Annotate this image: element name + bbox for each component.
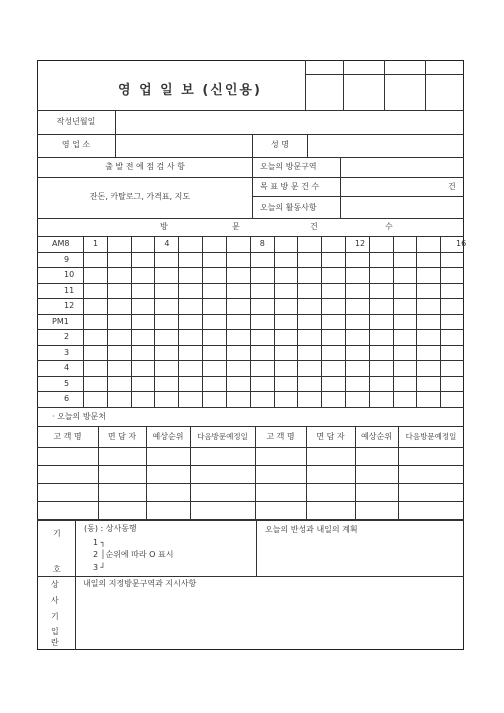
visit-count-header-3: 건 <box>310 222 318 231</box>
hour-grid-cell[interactable] <box>84 330 107 345</box>
hour-label: 5 <box>64 378 70 388</box>
table-cell[interactable] <box>356 448 398 465</box>
hour-grid-cell[interactable] <box>84 299 107 314</box>
table-header-cell: 면 담 자 <box>316 432 345 441</box>
table-cell[interactable] <box>191 484 255 501</box>
hour-grid-cell[interactable] <box>417 299 440 314</box>
hour-grid-cell[interactable] <box>417 377 440 392</box>
hour-grid-cell[interactable] <box>322 253 345 268</box>
hour-grid-cell[interactable] <box>370 330 393 345</box>
legend-line-1: (동) : 상사동행 <box>84 524 137 533</box>
hour-grid-cell[interactable] <box>275 237 298 252</box>
hour-grid-cell[interactable] <box>251 299 274 314</box>
hour-grid-cell[interactable] <box>227 299 250 314</box>
hour-grid-cell[interactable] <box>370 268 393 283</box>
hour-grid-cell[interactable] <box>441 253 464 268</box>
hour-grid-cell[interactable] <box>155 392 178 407</box>
hour-grid-cell[interactable] <box>346 315 369 330</box>
hour-grid-cell[interactable] <box>108 361 131 376</box>
hour-grid-cell[interactable] <box>394 268 417 283</box>
hour-grid-cell[interactable] <box>322 346 345 361</box>
table-cell[interactable] <box>399 502 464 519</box>
table-header-cell: 예상순위 <box>361 432 392 441</box>
hour-grid-cell[interactable] <box>132 253 155 268</box>
target-visits-label: 목 표 방 문 건 수 <box>260 182 320 191</box>
hour-grid-cell[interactable] <box>203 299 226 314</box>
table-cell[interactable] <box>147 466 190 483</box>
count-mark: 8 <box>259 239 265 248</box>
hour-grid-cell[interactable] <box>179 284 202 299</box>
table-cell[interactable] <box>399 466 464 483</box>
hour-grid-cell[interactable] <box>370 346 393 361</box>
supervisor-label-4: 입 <box>51 627 59 636</box>
hour-grid-cell[interactable] <box>179 377 202 392</box>
legend-label-2: 호 <box>53 565 61 574</box>
table-cell[interactable] <box>307 502 355 519</box>
hour-grid-cell[interactable] <box>251 346 274 361</box>
hour-grid-cell[interactable] <box>346 346 369 361</box>
hour-grid-cell[interactable] <box>394 361 417 376</box>
hour-grid-cell[interactable] <box>203 377 226 392</box>
table-cell[interactable] <box>99 502 146 519</box>
name-field[interactable] <box>308 135 463 156</box>
hour-grid-cell[interactable] <box>394 237 417 252</box>
count-mark: 1 <box>93 239 99 248</box>
hour-grid-cell[interactable] <box>203 268 226 283</box>
hour-grid-cell[interactable] <box>322 315 345 330</box>
hour-grid-cell[interactable] <box>132 284 155 299</box>
hour-grid-cell[interactable] <box>203 392 226 407</box>
hour-grid-cell[interactable] <box>370 361 393 376</box>
activity-label: 오늘의 활동사항 <box>260 203 317 212</box>
table-cell[interactable] <box>356 484 398 501</box>
hour-grid-cell[interactable] <box>298 268 321 283</box>
hour-grid-cell[interactable] <box>441 330 464 345</box>
hour-grid-cell[interactable] <box>155 315 178 330</box>
hour-grid-cell[interactable] <box>179 268 202 283</box>
hour-grid-cell[interactable] <box>322 361 345 376</box>
hour-grid-cell[interactable] <box>132 315 155 330</box>
hour-grid-cell[interactable] <box>227 330 250 345</box>
hour-grid-cell[interactable] <box>370 284 393 299</box>
hour-label: 9 <box>64 254 70 264</box>
table-cell[interactable] <box>38 484 98 501</box>
hour-grid-cell[interactable] <box>227 377 250 392</box>
hour-grid-cell[interactable] <box>251 284 274 299</box>
office-field[interactable] <box>116 135 251 156</box>
hour-grid-cell[interactable] <box>275 284 298 299</box>
hour-grid-cell[interactable] <box>227 268 250 283</box>
hour-label: 4 <box>64 363 70 372</box>
visit-area-label: 오늘의 방문구역 <box>260 162 317 171</box>
hour-grid-cell[interactable] <box>84 268 107 283</box>
supervisor-label-3: 기 <box>51 612 59 621</box>
hour-grid-cell[interactable] <box>275 330 298 345</box>
date-label: 작성년월일 <box>56 117 96 126</box>
hour-grid-cell[interactable] <box>441 315 464 330</box>
hour-grid-cell[interactable] <box>155 268 178 283</box>
table-cell[interactable] <box>191 502 255 519</box>
hour-grid-cell[interactable] <box>346 268 369 283</box>
hour-grid-cell[interactable] <box>417 315 440 330</box>
hour-grid-cell[interactable] <box>394 253 417 268</box>
hour-grid-cell[interactable] <box>84 253 107 268</box>
hour-grid-cell[interactable] <box>417 361 440 376</box>
hour-grid-cell[interactable] <box>370 237 393 252</box>
hour-grid-cell[interactable] <box>203 346 226 361</box>
hour-grid-cell[interactable] <box>108 268 131 283</box>
visited-label: · 오늘의 방문처 <box>52 412 106 421</box>
hour-grid-cell[interactable] <box>203 284 226 299</box>
hour-grid-cell[interactable] <box>441 392 464 407</box>
table-cell[interactable] <box>256 466 306 483</box>
reflection-label: 오늘의 반성과 내일의 계획 <box>265 525 358 534</box>
hour-grid-cell[interactable] <box>227 315 250 330</box>
count-mark: 4 <box>164 239 170 248</box>
hour-grid-cell[interactable] <box>108 237 131 252</box>
hour-grid-cell[interactable] <box>441 377 464 392</box>
hour-grid-cell[interactable] <box>108 315 131 330</box>
hour-grid-cell[interactable] <box>417 330 440 345</box>
table-header-cell: 고 객 명 <box>53 432 82 441</box>
visit-count-header-4: 수 <box>385 222 393 231</box>
hour-grid-cell[interactable] <box>275 361 298 376</box>
hour-grid-cell[interactable] <box>132 237 155 252</box>
table-cell[interactable] <box>356 466 398 483</box>
supervisor-label-5: 란 <box>51 638 59 647</box>
table-header-cell: 예상순위 <box>152 432 184 441</box>
hour-grid-cell[interactable] <box>227 392 250 407</box>
hour-grid-cell[interactable] <box>322 330 345 345</box>
legend-line-3: 2 │순위에 따라 O 표시 <box>93 550 174 559</box>
hour-grid-cell[interactable] <box>251 315 274 330</box>
hour-grid-cell[interactable] <box>417 346 440 361</box>
legend-line-2: 1 ┐ <box>93 538 106 547</box>
hour-grid-cell[interactable] <box>298 377 321 392</box>
hour-grid-cell[interactable] <box>132 392 155 407</box>
hour-grid-cell[interactable] <box>155 299 178 314</box>
table-cell[interactable] <box>256 448 306 465</box>
hour-grid-cell[interactable] <box>275 268 298 283</box>
hour-grid-cell[interactable] <box>155 284 178 299</box>
hour-grid-cell[interactable] <box>298 284 321 299</box>
visit-count-header-1: 방 <box>160 222 168 231</box>
table-cell[interactable] <box>147 448 190 465</box>
hour-grid-cell[interactable] <box>179 346 202 361</box>
table-cell[interactable] <box>99 448 146 465</box>
legend-line-4: 3 ┘ <box>93 563 106 572</box>
hour-grid-cell[interactable] <box>108 299 131 314</box>
table-cell[interactable] <box>38 466 98 483</box>
table-cell[interactable] <box>256 502 306 519</box>
hour-grid-cell[interactable] <box>275 253 298 268</box>
hour-grid-cell[interactable] <box>251 253 274 268</box>
hour-grid-cell[interactable] <box>179 330 202 345</box>
hour-grid-cell[interactable] <box>394 377 417 392</box>
hour-grid-cell[interactable] <box>108 392 131 407</box>
hour-grid-cell[interactable] <box>179 392 202 407</box>
hour-grid-cell[interactable] <box>346 284 369 299</box>
table-cell[interactable] <box>307 448 355 465</box>
hour-grid-cell[interactable] <box>84 392 107 407</box>
table-header-cell: 다음방문예정일 <box>197 432 248 441</box>
hour-grid-cell[interactable] <box>227 253 250 268</box>
hour-grid-cell[interactable] <box>203 315 226 330</box>
hour-grid-cell[interactable] <box>322 392 345 407</box>
hour-grid-cell[interactable] <box>441 346 464 361</box>
hour-grid-cell[interactable] <box>346 299 369 314</box>
hour-grid-cell[interactable] <box>417 284 440 299</box>
table-cell[interactable] <box>147 502 190 519</box>
hour-grid-cell[interactable] <box>251 392 274 407</box>
hour-grid-cell[interactable] <box>132 268 155 283</box>
hour-grid-cell[interactable] <box>108 330 131 345</box>
hour-grid-cell[interactable] <box>441 299 464 314</box>
hour-grid-cell[interactable] <box>132 299 155 314</box>
hour-grid-cell[interactable] <box>132 361 155 376</box>
hour-grid-cell[interactable] <box>370 315 393 330</box>
hour-grid-cell[interactable] <box>155 330 178 345</box>
hour-grid-cell[interactable] <box>441 268 464 283</box>
hour-grid-cell[interactable] <box>155 253 178 268</box>
hour-grid-cell[interactable] <box>394 284 417 299</box>
table-cell[interactable] <box>99 466 146 483</box>
hour-grid-cell[interactable] <box>417 392 440 407</box>
hour-label: 2 <box>64 332 70 341</box>
hour-grid-cell[interactable] <box>155 377 178 392</box>
hour-grid-cell[interactable] <box>370 377 393 392</box>
hour-grid-cell[interactable] <box>227 237 250 252</box>
hour-grid-cell[interactable] <box>394 346 417 361</box>
hour-grid-cell[interactable] <box>84 315 107 330</box>
hour-grid-cell[interactable] <box>370 253 393 268</box>
hour-grid-cell[interactable] <box>179 315 202 330</box>
hour-grid-cell[interactable] <box>179 299 202 314</box>
hour-grid-cell[interactable] <box>227 284 250 299</box>
hour-grid-cell[interactable] <box>227 346 250 361</box>
hour-grid-cell[interactable] <box>275 392 298 407</box>
hour-grid-cell[interactable] <box>132 377 155 392</box>
hour-grid-cell[interactable] <box>394 315 417 330</box>
hour-grid-cell[interactable] <box>251 361 274 376</box>
supervisor-field[interactable] <box>76 592 463 649</box>
hour-grid-cell[interactable] <box>203 361 226 376</box>
hour-grid-cell[interactable] <box>417 268 440 283</box>
hour-grid-cell[interactable] <box>251 377 274 392</box>
office-label: 영 업 소 <box>61 140 91 149</box>
hour-grid-cell[interactable] <box>179 253 202 268</box>
hour-label: 3 <box>64 347 70 357</box>
table-cell[interactable] <box>399 448 464 465</box>
hour-grid-cell[interactable] <box>298 392 321 407</box>
hour-label: 12 <box>64 301 75 310</box>
hour-grid-cell[interactable] <box>251 330 274 345</box>
hour-label: 6 <box>64 394 70 403</box>
hour-grid-cell[interactable] <box>108 253 131 268</box>
hour-grid-cell[interactable] <box>322 284 345 299</box>
hour-grid-cell[interactable] <box>346 377 369 392</box>
hour-grid-cell[interactable] <box>275 299 298 314</box>
reflection-field[interactable] <box>257 536 463 575</box>
hour-grid-cell[interactable] <box>203 237 226 252</box>
hour-grid-cell[interactable] <box>322 237 345 252</box>
table-cell[interactable] <box>356 502 398 519</box>
hour-grid-cell[interactable] <box>394 330 417 345</box>
hour-grid-cell[interactable] <box>227 361 250 376</box>
table-cell[interactable] <box>147 484 190 501</box>
hour-grid-cell[interactable] <box>346 392 369 407</box>
hour-grid-cell[interactable] <box>298 330 321 345</box>
hour-grid-cell[interactable] <box>298 253 321 268</box>
hour-grid-cell[interactable] <box>346 361 369 376</box>
hour-label: AM8 <box>52 239 70 248</box>
table-cell[interactable] <box>38 502 98 519</box>
table-header-cell: 고 객 명 <box>266 432 295 441</box>
table-cell[interactable] <box>307 466 355 483</box>
hour-grid-cell[interactable] <box>108 377 131 392</box>
checklist-items: 잔돈, 카탈로그, 가격표, 지도 <box>89 192 191 201</box>
hour-grid-cell[interactable] <box>346 330 369 345</box>
hour-grid-cell[interactable] <box>179 237 202 252</box>
hour-grid-cell[interactable] <box>441 284 464 299</box>
hour-grid-cell[interactable] <box>132 346 155 361</box>
name-label: 성 명 <box>271 140 289 149</box>
supervisor-text: 내일의 지정방문구역과 지시사항 <box>83 579 197 588</box>
hour-grid-cell[interactable] <box>322 377 345 392</box>
hour-grid-cell[interactable] <box>417 253 440 268</box>
hour-grid-cell[interactable] <box>155 361 178 376</box>
hour-grid-cell[interactable] <box>298 346 321 361</box>
hour-grid-cell[interactable] <box>370 392 393 407</box>
hour-grid-cell[interactable] <box>132 330 155 345</box>
legend-label-1: 기 <box>53 529 61 538</box>
table-cell[interactable] <box>191 466 255 483</box>
hour-grid-cell[interactable] <box>108 284 131 299</box>
hour-grid-cell[interactable] <box>417 237 440 252</box>
hour-grid-cell[interactable] <box>298 237 321 252</box>
count-mark: 12 <box>354 239 366 248</box>
hour-grid-cell[interactable] <box>251 268 274 283</box>
supervisor-label-1: 상 <box>51 580 59 589</box>
count-mark: 16 <box>456 239 467 248</box>
hour-grid-cell[interactable] <box>275 346 298 361</box>
date-field[interactable] <box>116 111 463 133</box>
hour-grid-cell[interactable] <box>298 361 321 376</box>
hour-grid-cell[interactable] <box>370 299 393 314</box>
table-cell[interactable] <box>99 484 146 501</box>
hour-grid-cell[interactable] <box>298 315 321 330</box>
hour-grid-cell[interactable] <box>155 346 178 361</box>
hour-grid-cell[interactable] <box>275 377 298 392</box>
hour-grid-cell[interactable] <box>108 346 131 361</box>
hour-grid-cell[interactable] <box>394 299 417 314</box>
hour-grid-cell[interactable] <box>84 377 107 392</box>
target-unit: 건 <box>448 182 456 191</box>
hour-grid-cell[interactable] <box>203 330 226 345</box>
hour-grid-cell[interactable] <box>84 346 107 361</box>
hour-label: 10 <box>64 270 75 279</box>
hour-grid-cell[interactable] <box>84 284 107 299</box>
table-header-cell: 다음방문예정일 <box>405 432 457 441</box>
hour-grid-cell[interactable] <box>322 268 345 283</box>
hour-label: PM1 <box>52 316 69 326</box>
visit-count-header-2: 문 <box>232 222 240 231</box>
hour-grid-cell[interactable] <box>84 361 107 376</box>
hour-grid-cell[interactable] <box>441 361 464 376</box>
hour-grid-cell[interactable] <box>394 392 417 407</box>
table-cell[interactable] <box>191 448 255 465</box>
table-cell[interactable] <box>399 484 464 501</box>
hour-grid-cell[interactable] <box>203 253 226 268</box>
table-cell[interactable] <box>256 484 306 501</box>
table-header-cell: 면 담 자 <box>107 432 137 441</box>
table-cell[interactable] <box>307 484 355 501</box>
hour-grid-cell[interactable] <box>298 299 321 314</box>
hour-grid-cell[interactable] <box>322 299 345 314</box>
checklist-header: 출 발 전 에 점 검 사 항 <box>105 162 185 171</box>
hour-label: 11 <box>64 285 75 295</box>
hour-grid-cell[interactable] <box>275 315 298 330</box>
supervisor-label-2: 사 <box>51 596 59 605</box>
table-cell[interactable] <box>38 448 98 465</box>
form-title: 영 업 일 보 (신인용) <box>118 83 262 98</box>
hour-grid-cell[interactable] <box>346 253 369 268</box>
hour-grid-cell[interactable] <box>179 361 202 376</box>
